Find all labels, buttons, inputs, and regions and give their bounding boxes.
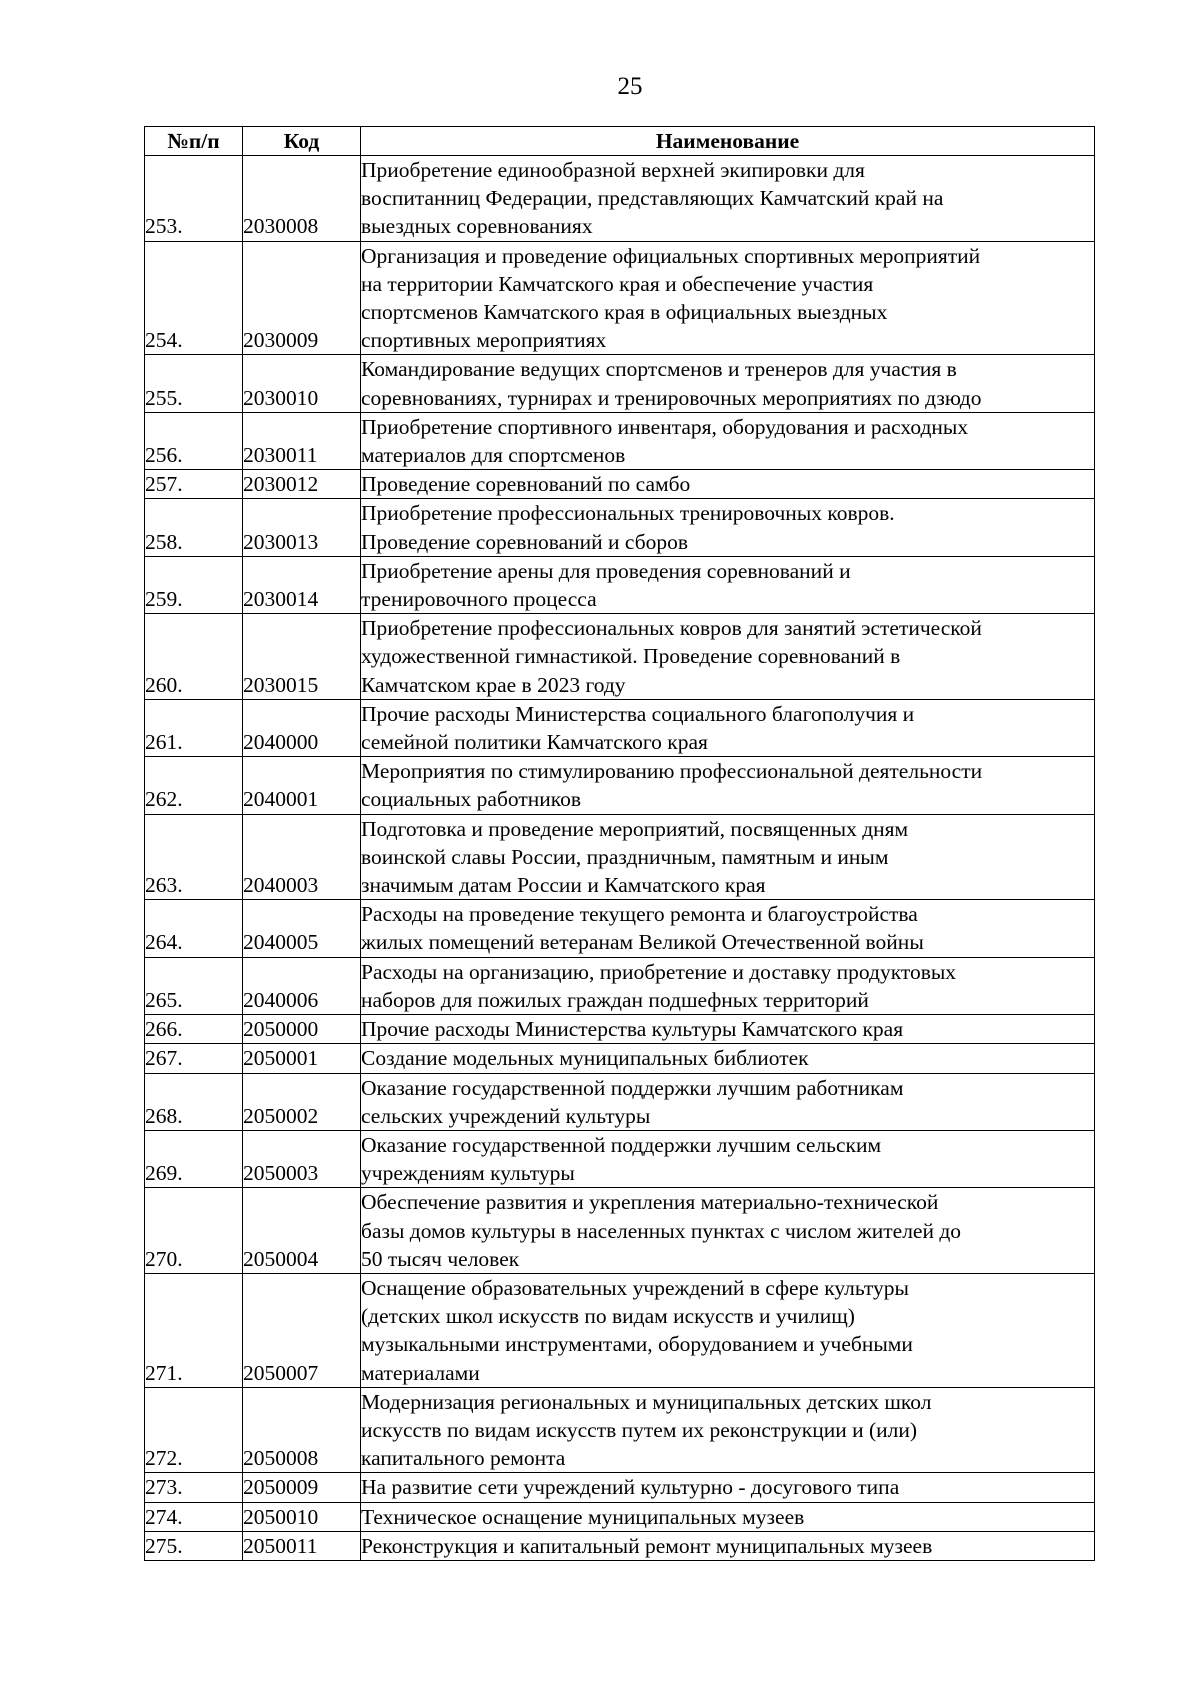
row-name-line: Оснащение образовательных учреждений в сфере культуры bbox=[361, 1275, 909, 1300]
table-row bbox=[145, 1130, 1095, 1187]
row-name-line: художественной гимнастикой. Проведение соревнований в bbox=[361, 644, 901, 669]
row-name-line: Расходы на организацию, приобретение и доставку продуктовых bbox=[361, 959, 957, 984]
row-name-line: жилых помещений ветеранам Великой Отечественной войны bbox=[361, 930, 924, 955]
row-name-line: материалов для спортсменов bbox=[361, 443, 626, 468]
header-name: Наименование bbox=[361, 127, 1095, 156]
table-row bbox=[145, 156, 1095, 242]
row-name bbox=[361, 757, 1095, 814]
row-name-line: искусств по видам искусств путем их реконструкции и (или) bbox=[361, 1417, 918, 1442]
row-name bbox=[361, 499, 1095, 556]
row-name-line: (детских школ искусств по видам искусств и училищ) bbox=[361, 1304, 855, 1329]
row-code: 2040000 bbox=[243, 699, 361, 756]
row-name bbox=[361, 1130, 1095, 1187]
row-code: 2040001 bbox=[243, 757, 361, 814]
row-name-line: Оказание государственной поддержки лучшим сельским bbox=[361, 1132, 882, 1157]
row-number: 264. bbox=[145, 900, 243, 957]
row-number: 258. bbox=[145, 499, 243, 556]
row-name bbox=[361, 1531, 1095, 1560]
table-row bbox=[145, 355, 1095, 412]
row-code: 2030008 bbox=[243, 156, 361, 242]
table-row bbox=[145, 957, 1095, 1014]
row-code: 2050004 bbox=[243, 1188, 361, 1274]
row-code: 2050001 bbox=[243, 1044, 361, 1073]
row-name-line: спортивных мероприятиях bbox=[361, 328, 607, 353]
table-row bbox=[145, 814, 1095, 900]
row-name-line: Обеспечение развития и укрепления материально-технической bbox=[361, 1190, 939, 1215]
row-number: 261. bbox=[145, 699, 243, 756]
row-name bbox=[361, 241, 1095, 355]
row-name bbox=[361, 957, 1095, 1014]
row-name-line: воинской славы России, праздничным, памятным и иным bbox=[361, 844, 889, 869]
row-number: 265. bbox=[145, 957, 243, 1014]
row-name bbox=[361, 614, 1095, 700]
table-row bbox=[145, 556, 1095, 613]
row-code: 2050007 bbox=[243, 1273, 361, 1387]
row-name-line: соревнованиях, турнирах и тренировочных мероприятиях по дзюдо bbox=[361, 385, 982, 410]
row-code: 2040005 bbox=[243, 900, 361, 957]
row-code: 2030010 bbox=[243, 355, 361, 412]
row-number: 253. bbox=[145, 156, 243, 242]
table-row bbox=[145, 1188, 1095, 1274]
row-code: 2030014 bbox=[243, 556, 361, 613]
row-name-line: учреждениям культуры bbox=[361, 1161, 575, 1186]
row-name-line: Приобретение спортивного инвентаря, оборудования и расходных bbox=[361, 414, 969, 439]
table-row bbox=[145, 757, 1095, 814]
table-row bbox=[145, 470, 1095, 499]
row-name bbox=[361, 1188, 1095, 1274]
row-name-line: спортсменов Камчатского края в официальных выездных bbox=[361, 300, 888, 325]
row-name-line: капитального ремонта bbox=[361, 1446, 566, 1471]
row-code: 2050002 bbox=[243, 1073, 361, 1130]
row-name bbox=[361, 900, 1095, 957]
row-name bbox=[361, 355, 1095, 412]
row-name bbox=[361, 1273, 1095, 1387]
row-code: 2050009 bbox=[243, 1473, 361, 1502]
row-number: 272. bbox=[145, 1387, 243, 1473]
row-number: 262. bbox=[145, 757, 243, 814]
row-number: 269. bbox=[145, 1130, 243, 1187]
row-name-line: На развитие сети учреждений культурно - досугового типа bbox=[361, 1475, 900, 1500]
row-name-line: Приобретение единообразной верхней экипировки для bbox=[361, 158, 865, 182]
table-row bbox=[145, 1502, 1095, 1531]
row-number: 268. bbox=[145, 1073, 243, 1130]
header-num: №п/п bbox=[145, 127, 243, 156]
row-code: 2050011 bbox=[243, 1531, 361, 1560]
row-number: 273. bbox=[145, 1473, 243, 1502]
row-code: 2030012 bbox=[243, 470, 361, 499]
row-number: 259. bbox=[145, 556, 243, 613]
row-code: 2030015 bbox=[243, 614, 361, 700]
row-name-line: Прочие расходы Министерства социального благополучия и bbox=[361, 701, 915, 726]
row-number: 274. bbox=[145, 1502, 243, 1531]
row-name bbox=[361, 1073, 1095, 1130]
row-name-line: Техническое оснащение муниципальных музеев bbox=[361, 1504, 805, 1529]
row-name bbox=[361, 1473, 1095, 1502]
row-name-line: Прочие расходы Министерства культуры Камчатского края bbox=[361, 1017, 904, 1042]
budget-codes-table bbox=[144, 126, 1095, 1561]
row-code: 2030013 bbox=[243, 499, 361, 556]
row-number: 263. bbox=[145, 814, 243, 900]
row-code: 2050000 bbox=[243, 1015, 361, 1044]
row-name-line: Камчатском крае в 2023 году bbox=[361, 672, 626, 697]
row-name bbox=[361, 814, 1095, 900]
row-code: 2050003 bbox=[243, 1130, 361, 1187]
row-number: 270. bbox=[145, 1188, 243, 1274]
row-code: 2040006 bbox=[243, 957, 361, 1014]
row-name-line: Мероприятия по стимулированию профессиональной деятельности bbox=[361, 759, 983, 784]
row-number: 260. bbox=[145, 614, 243, 700]
row-name-line: Проведение соревнований и сборов bbox=[361, 529, 689, 554]
row-name bbox=[361, 699, 1095, 756]
row-number: 267. bbox=[145, 1044, 243, 1073]
row-name bbox=[361, 412, 1095, 469]
row-name bbox=[361, 556, 1095, 613]
row-name-line: выездных соревнованиях bbox=[361, 214, 593, 239]
table-row bbox=[145, 1015, 1095, 1044]
row-name-line: Модернизация региональных и муниципальных детских школ bbox=[361, 1389, 932, 1414]
row-name bbox=[361, 1015, 1095, 1044]
table-row bbox=[145, 1387, 1095, 1473]
table-row bbox=[145, 1531, 1095, 1560]
row-name-line: воспитанниц Федерации, представляющих Камчатский край на bbox=[361, 186, 944, 211]
row-name-line: на территории Камчатского края и обеспечение участия bbox=[361, 271, 874, 296]
table-row bbox=[145, 900, 1095, 957]
row-name-line: Оказание государственной поддержки лучшим работникам bbox=[361, 1075, 904, 1100]
row-name bbox=[361, 1502, 1095, 1531]
row-name-line: базы домов культуры в населенных пунктах с числом жителей до bbox=[361, 1218, 962, 1243]
row-name-line: Организация и проведение официальных спортивных мероприятий bbox=[361, 243, 981, 268]
row-name-line: музыкальными инструментами, оборудованием и учебными bbox=[361, 1332, 913, 1357]
row-number: 255. bbox=[145, 355, 243, 412]
table-row bbox=[145, 1073, 1095, 1130]
row-number: 275. bbox=[145, 1531, 243, 1560]
row-name-line: наборов для пожилых граждан подшефных территорий bbox=[361, 987, 869, 1012]
row-number: 271. bbox=[145, 1273, 243, 1387]
table-row bbox=[145, 1273, 1095, 1387]
table-header-row bbox=[145, 127, 1095, 156]
row-name-line: социальных работников bbox=[361, 787, 582, 812]
row-name bbox=[361, 470, 1095, 499]
row-name-line: Приобретение профессиональных ковров для занятий эстетической bbox=[361, 616, 982, 641]
row-name-line: материалами bbox=[361, 1360, 480, 1385]
row-code: 2050008 bbox=[243, 1387, 361, 1473]
row-name-line: Приобретение профессиональных тренировочных ковров. bbox=[361, 501, 895, 526]
table-row bbox=[145, 499, 1095, 556]
row-name-line: Создание модельных муниципальных библиотек bbox=[361, 1046, 809, 1071]
page-number: 25 bbox=[617, 73, 643, 100]
row-code: 2050010 bbox=[243, 1502, 361, 1531]
row-name-line: Подготовка и проведение мероприятий, посвященных дням bbox=[361, 816, 909, 841]
row-name-line: Расходы на проведение текущего ремонта и благоустройства bbox=[361, 902, 918, 927]
row-name-line: Приобретение арены для проведения соревнований и bbox=[361, 558, 851, 583]
row-number: 254. bbox=[145, 241, 243, 355]
table-row bbox=[145, 1044, 1095, 1073]
row-number: 256. bbox=[145, 412, 243, 469]
row-name-line: семейной политики Камчатского края bbox=[361, 730, 708, 755]
row-name-line: Командирование ведущих спортсменов и тренеров для участия в bbox=[361, 357, 957, 382]
table-row bbox=[145, 412, 1095, 469]
row-name bbox=[361, 1387, 1095, 1473]
row-name-line: Реконструкция и капитальный ремонт муниципальных музеев bbox=[361, 1533, 933, 1558]
table-row bbox=[145, 614, 1095, 700]
row-code: 2030011 bbox=[243, 412, 361, 469]
row-number: 266. bbox=[145, 1015, 243, 1044]
header-code: Код bbox=[243, 127, 361, 156]
row-code: 2040003 bbox=[243, 814, 361, 900]
row-name-line: сельских учреждений культуры bbox=[361, 1103, 651, 1128]
row-name-line: 50 тысяч человек bbox=[361, 1246, 520, 1271]
row-name-line: Проведение соревнований по самбо bbox=[361, 472, 691, 497]
row-code: 2030009 bbox=[243, 241, 361, 355]
row-number: 257. bbox=[145, 470, 243, 499]
table-row bbox=[145, 699, 1095, 756]
table-row bbox=[145, 241, 1095, 355]
table-body bbox=[145, 156, 1095, 1561]
row-name bbox=[361, 1044, 1095, 1073]
table-row bbox=[145, 1473, 1095, 1502]
row-name-line: тренировочного процесса bbox=[361, 587, 597, 612]
row-name bbox=[361, 156, 1095, 242]
row-name-line: значимым датам России и Камчатского края bbox=[361, 873, 766, 898]
